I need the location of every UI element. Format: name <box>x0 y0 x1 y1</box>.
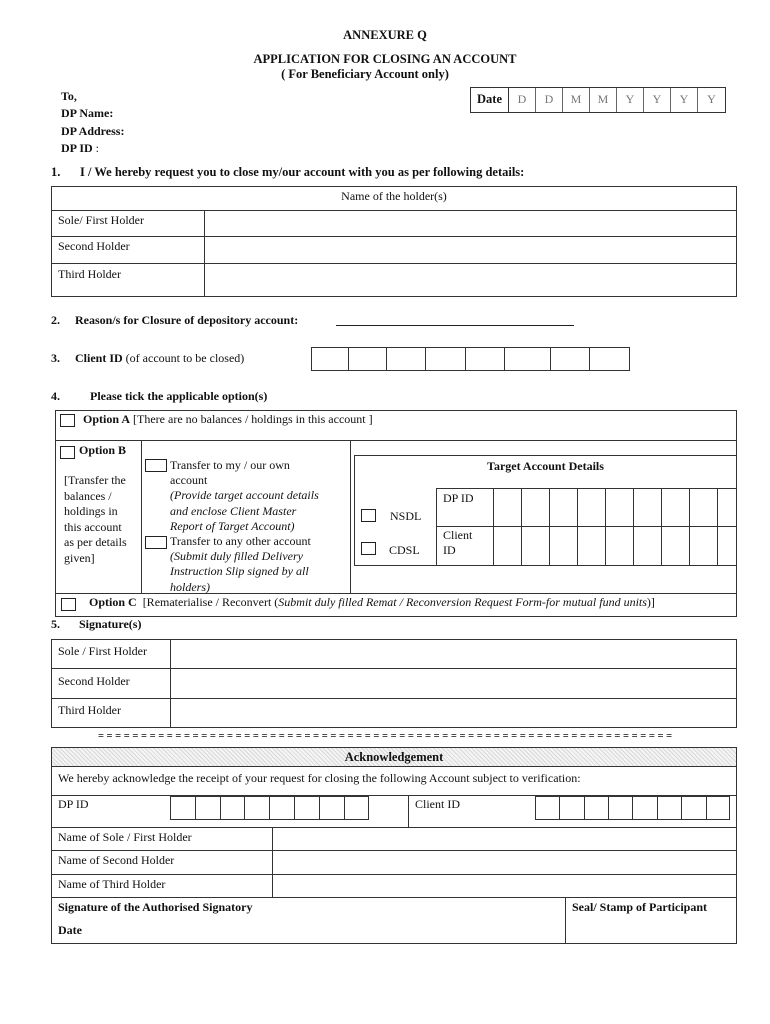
to-label: To, <box>61 89 77 103</box>
nsdl-label: NSDL <box>390 509 422 523</box>
closure-reason-input[interactable] <box>336 312 574 326</box>
section3-text: Client ID (of account to be closed) <box>75 351 245 365</box>
section5-number: 5. <box>51 617 60 631</box>
section5-text: Signature(s) <box>79 617 142 631</box>
option-a: Option A [There are no balances / holdings in this account ] <box>83 412 373 426</box>
ack-dp-id-label: DP ID <box>58 797 89 811</box>
ack-row-label: Name of Second Holder <box>58 853 175 867</box>
dp-id-label: DP ID : <box>61 141 100 155</box>
ack-title: Acknowledgement <box>344 750 444 764</box>
ack-row-label: Name of Sole / First Holder <box>58 830 192 844</box>
date-cell[interactable]: D <box>509 88 536 112</box>
signature-row-label: Sole / First Holder <box>58 644 147 658</box>
date-cell[interactable]: Y <box>671 88 698 112</box>
holder-row-label: Third Holder <box>58 267 121 281</box>
section1-text: I / We hereby request you to close my/our account with you as per following details: <box>80 165 525 179</box>
section1-number: 1. <box>51 165 61 179</box>
first-holder-signature[interactable] <box>171 640 736 667</box>
section4-number: 4. <box>51 389 60 403</box>
target-dp-id-input[interactable] <box>494 489 736 525</box>
second-holder-name-input[interactable] <box>205 237 736 262</box>
holder-row-label: Second Holder <box>58 239 130 253</box>
option-c-checkbox[interactable] <box>61 598 76 611</box>
transfer-other-checkbox[interactable] <box>145 536 167 549</box>
ack-first-holder-input[interactable] <box>273 828 736 849</box>
section2-number: 2. <box>51 313 60 327</box>
transfer-own-checkbox[interactable] <box>145 459 167 472</box>
page-title: APPLICATION FOR CLOSING AN ACCOUNT <box>253 52 517 66</box>
cut-line: = = = = = = = = = = = = = = = = = = = = = = = = = = = = = = = = = = = = = = = = = = = = = = = = = = = = = = = = = = = = = = = = = = = <box>97 731 673 742</box>
ack-signature-label: Signature of the Authorised Signatory <box>58 900 253 914</box>
target-client-id-input[interactable] <box>494 527 736 565</box>
ack-seal-label: Seal/ Stamp of Participant <box>572 900 707 914</box>
date-label: Date <box>471 88 509 112</box>
first-holder-name-input[interactable] <box>205 211 736 235</box>
ack-client-id-label: Client ID <box>415 797 460 811</box>
option-b-label: Option B <box>79 443 127 457</box>
ack-date-label: Date <box>58 923 82 937</box>
page-subtitle: ( For Beneficiary Account only) <box>281 67 449 81</box>
option-b-checkbox[interactable] <box>60 446 75 459</box>
target-account-header: Target Account Details <box>487 459 604 473</box>
ack-third-holder-input[interactable] <box>273 875 736 896</box>
date-cell[interactable]: M <box>590 88 617 112</box>
date-cell[interactable]: D <box>536 88 563 112</box>
date-cells <box>509 88 725 112</box>
cdsl-label: CDSL <box>389 543 420 557</box>
date-cell[interactable]: Y <box>707 92 716 106</box>
dp-name-label: DP Name: <box>61 106 114 120</box>
ack-title-bar <box>51 747 737 767</box>
date-cell[interactable]: M <box>563 88 590 112</box>
nsdl-checkbox[interactable] <box>361 509 376 522</box>
cdsl-checkbox[interactable] <box>361 542 376 555</box>
holders-table-header: Name of the holder(s) <box>341 189 447 203</box>
transfer-other-text: Transfer to any other account (Submit duly filled Delivery Instruction Slip signed by all holders) <box>170 534 311 594</box>
date-cell[interactable]: Y <box>644 88 671 112</box>
section4-text: Please tick the applicable option(s) <box>90 389 268 403</box>
client-id-input[interactable] <box>311 347 630 371</box>
ack-text: We hereby acknowledge the receipt of your request for closing the following Account subject to verification: <box>58 771 581 785</box>
option-b-description: [Transfer the balances / holdings in this account as per details given] <box>64 473 127 565</box>
section2-text: Reason/s for Closure of depository account: <box>75 313 299 327</box>
ack-row-label: Name of Third Holder <box>58 877 166 891</box>
dp-address-label: DP Address: <box>61 124 125 138</box>
option-a-checkbox[interactable] <box>60 414 75 427</box>
section3-number: 3. <box>51 351 60 365</box>
target-dp-id-label: DP ID <box>443 491 474 505</box>
date-field[interactable] <box>470 87 726 113</box>
ack-second-holder-input[interactable] <box>273 851 736 873</box>
date-cell[interactable]: Y <box>617 88 644 112</box>
third-holder-name-input[interactable] <box>205 264 736 296</box>
annexure-label: ANNEXURE Q <box>343 28 427 42</box>
second-holder-signature[interactable] <box>171 669 736 697</box>
holder-row-label: Sole/ First Holder <box>58 213 144 227</box>
third-holder-signature[interactable] <box>171 699 736 727</box>
option-c: Option C [Rematerialise / Reconvert (Submit duly filled Remat / Reconversion Request Form-for mutual fund units)] <box>89 595 655 609</box>
transfer-own-text: Transfer to my / our own account (Provide target account details and enclose Client Master Report of Target Account) <box>170 458 319 533</box>
signature-row-label: Third Holder <box>58 703 121 717</box>
target-client-id-label: Client ID <box>443 528 473 557</box>
signature-row-label: Second Holder <box>58 674 130 688</box>
